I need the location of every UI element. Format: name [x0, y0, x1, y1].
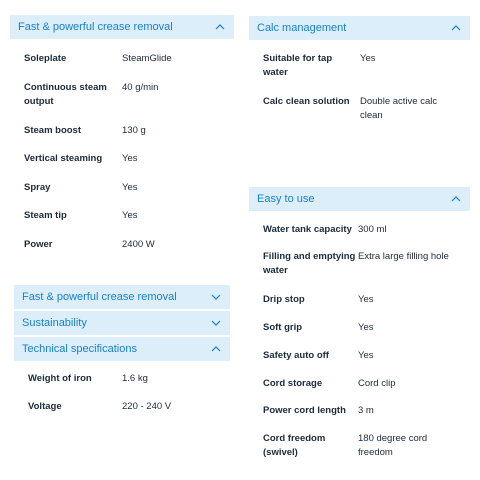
spec-label: Suitable for tap water — [263, 53, 333, 78]
spec-value: Yes — [358, 350, 374, 361]
spec-value: 2400 W — [122, 239, 155, 250]
spec-label: Filling and emptying water — [263, 251, 356, 276]
spec-label: Steam boost — [24, 125, 82, 136]
easy-to-use-title: Easy to use — [257, 193, 315, 205]
spec-value: 3 m — [358, 405, 374, 416]
crease-removal-header[interactable] — [10, 15, 234, 39]
spec-value: Double active calc clean — [360, 96, 438, 121]
spec-value: Yes — [360, 53, 376, 64]
spec-value: 40 g/min — [122, 82, 159, 93]
spec-value: Yes — [122, 153, 138, 164]
spec-label: Power cord length — [263, 405, 346, 416]
technical-specifications-panel — [14, 337, 230, 427]
spec-label: Soleplate — [24, 53, 67, 64]
calc-management-panel — [249, 16, 470, 136]
spec-label: Water tank capacity — [263, 224, 352, 235]
spec-label: Safety auto off — [263, 350, 329, 361]
chevron-down-icon — [210, 291, 222, 303]
spec-value: Yes — [358, 322, 374, 333]
chevron-up-icon — [450, 22, 462, 34]
easy-to-use-header[interactable] — [249, 187, 470, 211]
sustainability-accordion[interactable] — [14, 311, 230, 335]
spec-label: Continuous steam output — [24, 82, 107, 107]
spec-label: Calc clean solution — [263, 96, 350, 107]
crease-removal-title: Fast & powerful crease removal — [18, 21, 173, 33]
spec-label: Cord storage — [263, 378, 323, 389]
spec-value: 300 ml — [358, 224, 387, 235]
spec-value: SteamGlide — [122, 53, 172, 64]
crease-removal-collapsed-header[interactable] — [14, 285, 230, 309]
spec-label: Voltage — [28, 401, 62, 412]
sustainability-header[interactable] — [14, 311, 230, 335]
technical-specifications-header[interactable] — [14, 337, 230, 361]
spec-value: Yes — [122, 182, 138, 193]
spec-label: Spray — [24, 182, 51, 193]
spec-value: Cord clip — [358, 378, 396, 389]
crease-removal-collapsed[interactable] — [14, 285, 230, 309]
spec-value: 1.6 kg — [122, 373, 148, 384]
easy-to-use-panel — [249, 187, 470, 467]
accordion-title: Fast & powerful crease removal — [22, 291, 177, 303]
spec-value: Yes — [358, 294, 374, 305]
chevron-up-icon — [210, 343, 222, 355]
spec-value: Extra large filling hole — [358, 251, 449, 262]
spec-label: Cord freedom (swivel) — [263, 433, 326, 458]
calc-management-header[interactable] — [249, 16, 470, 40]
spec-label: Vertical steaming — [24, 153, 103, 164]
accordion-title: Sustainability — [22, 317, 87, 329]
chevron-up-icon — [450, 193, 462, 205]
accordion-title: Technical specifications — [22, 343, 137, 355]
spec-label: Weight of iron — [28, 373, 92, 384]
spec-value: 130 g — [122, 125, 146, 136]
spec-value: 220 - 240 V — [122, 401, 172, 412]
chevron-down-icon — [210, 317, 222, 329]
spec-value: Yes — [122, 210, 138, 221]
spec-label: Power — [24, 239, 53, 250]
spec-label: Steam tip — [24, 210, 67, 221]
spec-value: 180 degree cord freedom — [358, 433, 428, 458]
spec-label: Drip stop — [263, 294, 305, 305]
calc-management-title: Calc management — [257, 22, 347, 34]
crease-removal-panel — [10, 15, 234, 265]
spec-label: Soft grip — [263, 322, 303, 333]
chevron-up-icon — [214, 21, 226, 33]
